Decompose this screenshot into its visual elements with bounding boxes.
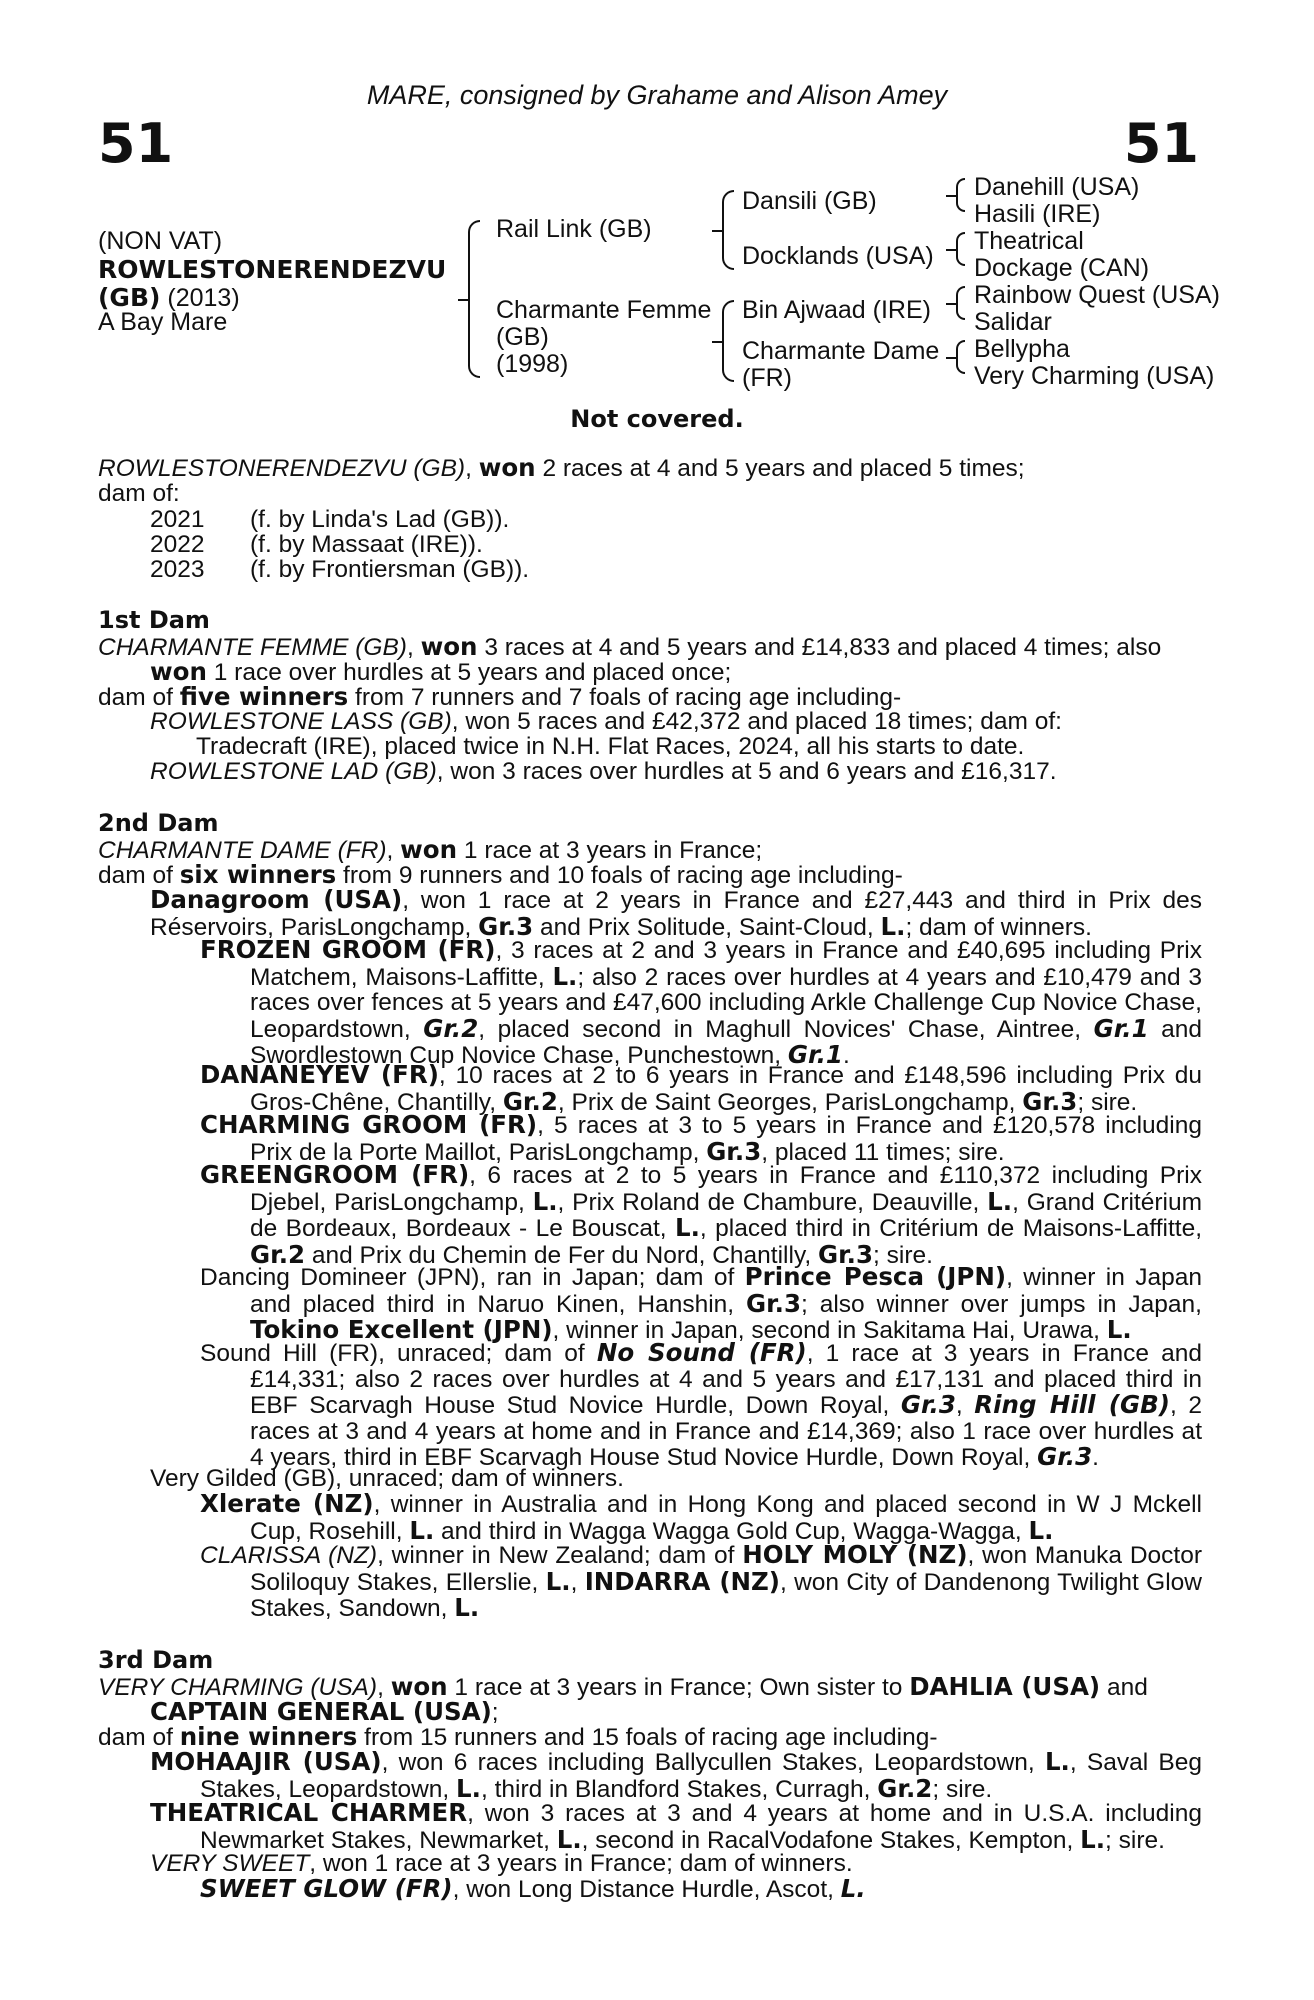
text: , won 5 races and £42,372 and placed 18 times; dam of: — [451, 708, 1062, 735]
second-dam-heading: 2nd Dam — [98, 809, 219, 837]
name: DANANEYEV (FR) — [200, 1060, 439, 1089]
name: SWEET GLOW (FR) — [200, 1874, 453, 1903]
offspring-name: ROWLESTONE LASS (GB) — [150, 708, 452, 735]
grade: Gr.3 — [706, 1136, 762, 1166]
first-dam-line-e: Tradecraft (IRE), placed twice in N.H. Flat Races, 2024, all his starts to date. — [196, 733, 1025, 760]
text: Dancing Domineer (JPN), ran in Japan; dam of — [200, 1264, 745, 1291]
name: GREENGROOM (FR) — [200, 1160, 470, 1189]
text: , 6 races at 2 to 5 years in France and £110,372 including Prix Djebel, ParisLongchamp, — [250, 1162, 1202, 1216]
name: CHARMING GROOM (FR) — [200, 1110, 538, 1139]
sep: , — [386, 837, 401, 864]
text: , — [570, 1568, 585, 1596]
produce-desc-2: (f. by Massaat (IRE)). — [250, 531, 483, 558]
entry-sound-hill — [200, 1338, 1202, 1471]
horse-year: (2013) — [160, 284, 240, 312]
name: CLARISSA (NZ) — [200, 1542, 378, 1569]
won: won — [150, 657, 207, 686]
grade: Gr.3 — [745, 1288, 802, 1318]
grade: L. — [840, 1874, 866, 1903]
text: , won Manuka Doctor Soliloquy Stakes, Ellerslie, — [250, 1542, 1202, 1596]
text: and Prix Solitude, Saint-Cloud, — [533, 913, 881, 941]
text: and third in Wagga Wagga Gold Cup, Wagga-Wagga, — [434, 1517, 1029, 1545]
horse-country: (GB) — [98, 283, 161, 312]
entry-clarissa — [200, 1540, 1202, 1622]
name: DAHLIA (USA) — [909, 1672, 1101, 1701]
text: , won Long Distance Hurdle, Ascot, — [452, 1876, 841, 1903]
brace-sire-side — [722, 190, 734, 270]
won: won — [400, 835, 458, 864]
text: , Saval Beg Stakes, Leopardstown, — [200, 1749, 1202, 1803]
horse-description: A Bay Mare — [98, 308, 228, 336]
text: , third in Blandford Stakes, Curragh, — [480, 1775, 878, 1803]
grade: Gr.2 — [423, 1013, 479, 1043]
text: , second in RacalVodafone Stakes, Kempton, — [581, 1826, 1081, 1854]
dds: Bellypha — [974, 335, 1070, 363]
text: , won 1 race at 3 years in France; dam of winners. — [309, 1850, 853, 1877]
entry-very-sweet — [150, 1851, 853, 1877]
dam-dam-line1: Charmante Dame — [742, 337, 940, 365]
sep: , — [406, 634, 421, 661]
produce-desc-3: (f. by Frontiersman (GB)). — [250, 556, 530, 583]
first-dam-line-a — [98, 634, 1161, 661]
text: ; sire. — [932, 1775, 993, 1803]
consignment-line: MARE, consigned by Grahame and Alison Amey — [366, 80, 948, 110]
text: from 7 runners and 7 foals of racing age including- — [348, 684, 902, 711]
text: 1 race at 3 years in France; — [457, 837, 763, 864]
entry-theatrical-charmer — [150, 1798, 1202, 1854]
text: , Prix de Saint Georges, ParisLongchamp, — [557, 1088, 1023, 1116]
grade: L. — [556, 1824, 582, 1854]
sep: , — [377, 1674, 391, 1701]
text: , 3 races at 2 and 3 years in France and £40,695 including Prix Matchem, Maisons-Laffitte, — [250, 937, 1202, 991]
text: from 9 runners and 10 foals of racing age including- — [336, 862, 903, 889]
dam-dam-line2: (FR) — [742, 364, 792, 392]
name: MOHAAJIR (USA) — [150, 1747, 382, 1776]
name: CAPTAIN GENERAL (USA) — [150, 1697, 492, 1726]
text: dam of — [98, 1724, 180, 1751]
grade: L. — [675, 1213, 700, 1242]
name: Prince Pesca (JPN) — [744, 1262, 1007, 1291]
sdd: Dockage (CAN) — [974, 254, 1150, 282]
record-sep: , — [465, 455, 479, 482]
brace-gen1 — [468, 220, 480, 378]
text: , placed second in Maghull Novices' Chase, Aintree, — [478, 1015, 1094, 1043]
grade: L. — [1028, 1515, 1054, 1545]
name: THEATRICAL CHARMER — [150, 1798, 468, 1827]
grade: Gr.3 — [1037, 1442, 1093, 1471]
first-dam-line-d — [150, 709, 1062, 735]
text: ; also 2 races over hurdles at 4 years and £10,479 and 3 races over fences at 5 years and £47,600 including Arkle Challenge Cup Novice Chase, Leopardstown, — [250, 963, 1202, 1043]
brace-dam-side — [722, 300, 734, 382]
name: Danagroom (USA) — [150, 885, 403, 914]
grade: L. — [454, 1593, 480, 1622]
brace-g3-3 — [956, 286, 965, 320]
brace-g3-4 — [956, 340, 965, 374]
grade: L. — [456, 1773, 481, 1803]
text: , placed third in Critérium de Maisons-Laffitte, — [699, 1215, 1202, 1242]
grade: Gr.3 — [1022, 1086, 1078, 1116]
text: ; — [491, 1699, 499, 1726]
entry-frozen-groom — [200, 935, 1203, 1069]
text: , 5 races at 3 to 5 years in France and £120,578 including Prix de la Porte Maillot, ParisLongchamp, — [250, 1112, 1202, 1166]
won: won — [420, 632, 478, 661]
grade: L. — [409, 1515, 435, 1545]
name: Xlerate (NZ) — [200, 1489, 374, 1518]
text: ; sire. — [1105, 1826, 1165, 1854]
record-won: won — [478, 453, 536, 482]
dam-sire: Bin Ajwaad (IRE) — [742, 296, 931, 324]
dam-line1: Charmante Femme — [496, 296, 712, 324]
grade: Gr.2 — [502, 1086, 558, 1116]
text: Sound Hill (FR), unraced; dam of — [200, 1340, 597, 1367]
grade: L. — [552, 961, 578, 991]
text: , won 3 races over hurdles at 5 and 6 years and £16,317. — [436, 758, 1057, 785]
text: ; dam of winners. — [905, 913, 1092, 941]
text: 1 race over hurdles at 5 years and placed once; — [206, 659, 732, 686]
entry-mohaajir — [150, 1747, 1202, 1803]
text: , 2 races at 3 and 4 years at home and in France and £14,369; also 1 race over hurdles at 4 years, third in EBF Scarvagh House Stud Novice Hurdle, Down Royal, — [250, 1392, 1202, 1471]
text: ; also winner over jumps in Japan, — [801, 1290, 1202, 1318]
won: won — [390, 1672, 448, 1701]
winners-count: five winners — [179, 682, 349, 711]
sire-dam: Docklands (USA) — [742, 242, 934, 270]
text: ; sire. — [873, 1241, 933, 1269]
record-line — [98, 455, 1025, 482]
sire: Rail Link (GB) — [496, 215, 652, 243]
record-dam-of: dam of: — [98, 480, 180, 507]
text: , Prix Roland de Chambure, Deauville, — [557, 1188, 988, 1216]
text: , 1 race at 3 years in France and £14,331; also 2 races over hurdles at 4 and 5 years and £17,131 and placed third in EBF Scarvagh House Stud Novice Hurdle, Down Royal, — [250, 1340, 1202, 1419]
text: dam of — [98, 862, 180, 889]
brace-g3-1 — [956, 178, 965, 212]
grade: Gr.2 — [250, 1239, 306, 1269]
grade: L. — [1106, 1315, 1132, 1344]
grade: L. — [1080, 1824, 1106, 1854]
text: , Grand Critérium de Bordeaux, Bordeaux - Le Bouscat, — [250, 1188, 1202, 1242]
ssd: Hasili (IRE) — [974, 200, 1101, 228]
text: from 15 runners and 15 foals of racing age including- — [357, 1724, 938, 1751]
not-covered-note: Not covered. — [570, 405, 744, 433]
grade: L. — [987, 1186, 1013, 1216]
name: FROZEN GROOM (FR) — [200, 935, 496, 964]
grade: L. — [1044, 1747, 1070, 1776]
dsd: Salidar — [974, 308, 1052, 336]
text: and Swordlestown Cup Novice Chase, Punchestown, — [250, 1015, 1203, 1069]
produce-year-3: 2023 — [150, 556, 205, 583]
brace-g3-2 — [956, 232, 965, 266]
first-dam-name: CHARMANTE FEMME (GB) — [98, 634, 407, 661]
text: 3 races at 4 and 5 years and £14,833 and placed 4 times; also — [477, 634, 1162, 661]
dam-line3: (1998) — [496, 350, 569, 378]
grade: L. — [880, 911, 906, 941]
first-dam-heading: 1st Dam — [98, 606, 210, 634]
grade: Gr.1 — [787, 1040, 843, 1069]
dam-line2: (GB) — [496, 323, 549, 351]
entry-very-gilded: Very Gilded (GB), unraced; dam of winners. — [150, 1465, 624, 1492]
entry-dancing-domineer — [200, 1262, 1202, 1344]
entry-dananeyev — [200, 1060, 1202, 1116]
third-dam-name: VERY CHARMING (USA) — [98, 1674, 378, 1701]
third-dam-heading: 3rd Dam — [98, 1646, 214, 1674]
grade: Gr.3 — [817, 1239, 874, 1269]
grade: L. — [545, 1566, 571, 1596]
text: , won City of Dandenong Twilight Glow Stakes, Sandown, — [250, 1568, 1202, 1622]
name: VERY SWEET — [150, 1850, 310, 1877]
text: ; sire. — [1077, 1088, 1138, 1116]
produce-desc-1: (f. by Linda's Lad (GB)). — [250, 506, 510, 533]
record-rest: 2 races at 4 and 5 years and placed 5 times; — [535, 455, 1025, 482]
ddd: Very Charming (USA) — [974, 362, 1215, 390]
text: , 10 races at 2 to 6 years in France and £148,596 including Prix du Gros-Chêne, Chantilly, — [250, 1062, 1202, 1116]
text: , won 3 races at 3 and 4 years at home and in U.S.A. including Newmarket Stakes, Newmarket, — [200, 1800, 1202, 1854]
name: HOLY MOLY (NZ) — [742, 1540, 968, 1569]
grade: Gr.2 — [877, 1773, 933, 1803]
grade: Gr.1 — [1093, 1013, 1149, 1043]
entry-charming-groom — [200, 1110, 1202, 1166]
name: INDARRA (NZ) — [584, 1566, 780, 1596]
produce-year-2: 2022 — [150, 531, 205, 558]
text: and Prix du Chemin de Fer du Nord, Chantilly, — [305, 1241, 818, 1269]
text: , winner in New Zealand; dam of — [377, 1542, 743, 1569]
grade: Gr.3 — [478, 911, 534, 941]
sds: Theatrical — [974, 227, 1084, 255]
text: , winner in Australia and in Hong Kong and placed second in W J Mckell Cup, Rosehill, — [250, 1491, 1202, 1545]
text: dam of — [98, 684, 180, 711]
entry-sweet-glow — [200, 1876, 866, 1903]
name: Tokino Excellent (JPN) — [250, 1315, 553, 1344]
lot-number-left: 51 — [98, 112, 174, 175]
first-dam-line-c — [98, 684, 901, 711]
first-dam-line-f — [150, 759, 1057, 785]
text: . — [1092, 1444, 1099, 1471]
vat-status: (NON VAT) — [98, 227, 223, 255]
horse-name: ROWLESTONERENDEZVU — [98, 255, 447, 284]
sire-sire: Dansili (GB) — [742, 187, 877, 215]
text: , — [955, 1392, 975, 1419]
dss: Rainbow Quest (USA) — [974, 281, 1220, 309]
second-dam-name: CHARMANTE DAME (FR) — [98, 837, 387, 864]
produce-year-1: 2021 — [150, 506, 205, 533]
winners-count: nine winners — [179, 1722, 358, 1751]
winners-count: six winners — [179, 860, 337, 889]
record-name: ROWLESTONERENDEZVU (GB) — [98, 455, 466, 482]
entry-greengroom — [200, 1160, 1202, 1269]
entry-xlerate — [200, 1489, 1202, 1545]
name: No Sound (FR) — [596, 1338, 807, 1367]
name: Ring Hill (GB) — [974, 1390, 1170, 1419]
text: . — [842, 1042, 850, 1069]
sss: Danehill (USA) — [974, 173, 1140, 201]
text: , won 6 races including Ballycullen Stakes, Leopardstown, — [381, 1749, 1045, 1776]
grade: L. — [532, 1186, 558, 1216]
text: , winner in Japan, second in Sakitama Hai, Urawa, — [552, 1317, 1107, 1344]
text: 1 race at 3 years in France; Own sister to — [447, 1674, 910, 1701]
grade: Gr.3 — [900, 1390, 956, 1419]
lot-number-right: 51 — [1123, 112, 1199, 175]
offspring-name: ROWLESTONE LAD (GB) — [150, 758, 437, 785]
entry-danagroom — [100, 887, 1202, 940]
text: and — [1100, 1674, 1148, 1701]
text: , placed 11 times; sire. — [761, 1138, 1005, 1166]
text: , winner in Japan and placed third in Naruo Kinen, Hanshin, — [250, 1264, 1202, 1318]
text: , won 1 race at 2 years in France and £27,443 and third in Prix des Réservoirs, ParisLongchamp, — [150, 887, 1202, 941]
